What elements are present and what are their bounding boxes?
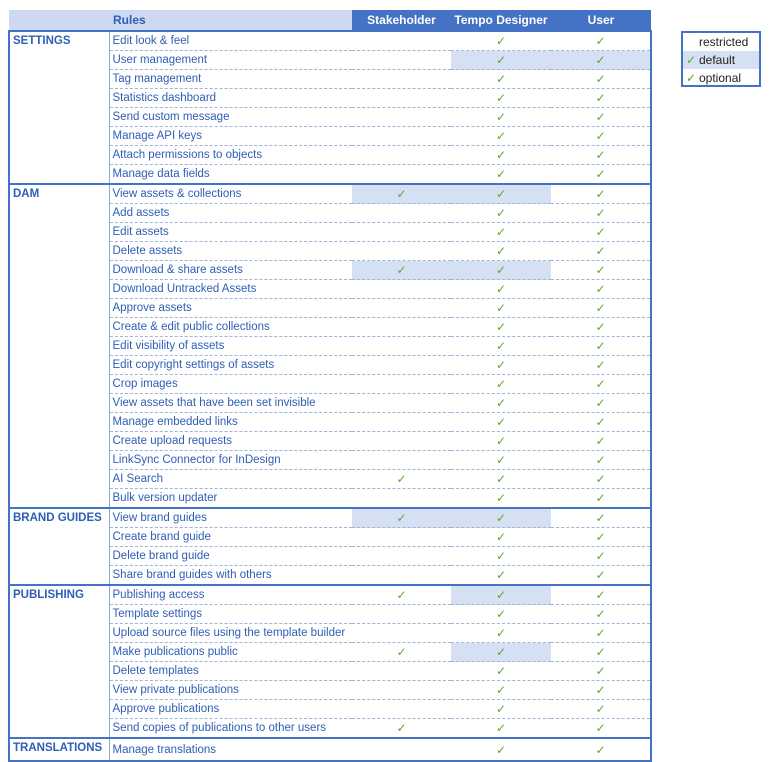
- rule-label: Delete assets: [109, 242, 352, 261]
- stakeholder-cell: [352, 337, 451, 356]
- check-icon: ✓: [495, 453, 507, 467]
- check-icon: ✓: [495, 263, 507, 277]
- check-icon: ✓: [495, 320, 507, 334]
- check-icon: ✓: [595, 664, 606, 678]
- tempo-designer-cell: [451, 318, 551, 337]
- rule-label: User management: [109, 51, 352, 70]
- tempo-designer-cell: [451, 566, 551, 586]
- rule-label: Create upload requests: [109, 432, 352, 451]
- legend-default: [683, 51, 759, 69]
- user-cell: [551, 223, 651, 242]
- category-header: [9, 10, 109, 31]
- check-icon: ✓: [495, 472, 507, 486]
- table-row: [9, 738, 651, 761]
- stakeholder-cell: [352, 261, 451, 280]
- check-icon: ✓: [595, 53, 606, 67]
- user-cell: [551, 51, 651, 70]
- check-icon: ✓: [495, 607, 507, 621]
- stakeholder-cell: [352, 356, 451, 375]
- tempo-designer-cell: [451, 624, 551, 643]
- legend-optional: [683, 69, 759, 87]
- user-cell: [551, 127, 651, 146]
- stakeholder-cell: [352, 108, 451, 127]
- check-icon: ✓: [396, 263, 407, 277]
- check-icon: ✓: [495, 339, 507, 353]
- table-row: [9, 508, 651, 528]
- table-row: [9, 184, 651, 204]
- check-icon: ✓: [595, 187, 606, 201]
- rule-label: Approve publications: [109, 700, 352, 719]
- tempo-designer-cell: [451, 261, 551, 280]
- stakeholder-cell: [352, 451, 451, 470]
- check-icon: ✓: [595, 434, 606, 448]
- stakeholder-cell: [352, 31, 451, 51]
- check-icon: ✓: [495, 244, 507, 258]
- user-header: User: [551, 10, 651, 31]
- rule-label: Send custom message: [109, 108, 352, 127]
- rule-label: Upload source files using the template builder: [109, 624, 352, 643]
- user-cell: [551, 70, 651, 89]
- stakeholder-cell: [352, 585, 451, 605]
- user-cell: [551, 489, 651, 509]
- user-cell: [551, 432, 651, 451]
- stakeholder-cell: [352, 204, 451, 223]
- stakeholder-cell: [352, 681, 451, 700]
- check-icon: ✓: [495, 110, 507, 124]
- stakeholder-header: Stakeholder: [352, 10, 451, 31]
- tempo-designer-cell: [451, 146, 551, 165]
- check-icon: ✓: [595, 607, 606, 621]
- user-cell: [551, 662, 651, 681]
- check-icon: ✓: [595, 377, 606, 391]
- tempo-designer-cell: [451, 127, 551, 146]
- tempo-designer-cell: [451, 681, 551, 700]
- table-row: [9, 31, 651, 51]
- check-icon: ✓: [595, 683, 606, 697]
- tempo-designer-cell: [451, 337, 551, 356]
- check-icon: ✓: [595, 282, 606, 296]
- tempo-designer-cell: [451, 451, 551, 470]
- user-cell: [551, 89, 651, 108]
- rule-label: Edit look & feel: [109, 31, 352, 51]
- stakeholder-cell: [352, 738, 451, 761]
- check-icon: ✓: [495, 742, 507, 757]
- rule-label: Manage data fields: [109, 165, 352, 185]
- rule-label: Delete brand guide: [109, 547, 352, 566]
- tempo-designer-cell: [451, 394, 551, 413]
- tempo-designer-cell: [451, 223, 551, 242]
- user-cell: [551, 566, 651, 586]
- table-body: [9, 31, 651, 761]
- section-name: BRAND GUIDES: [9, 508, 109, 585]
- rules-header: Rules: [109, 10, 352, 31]
- section-name: TRANSLATIONS: [9, 738, 109, 761]
- rule-label: Send copies of publications to other users: [109, 719, 352, 739]
- rule-label: Statistics dashboard: [109, 89, 352, 108]
- user-cell: [551, 413, 651, 432]
- legend-default-label: default: [699, 53, 736, 67]
- stakeholder-cell: [352, 299, 451, 318]
- check-icon: ✓: [396, 187, 407, 201]
- rule-label: Create brand guide: [109, 528, 352, 547]
- check-icon: ✓: [595, 742, 606, 757]
- check-icon: ✓: [595, 645, 606, 659]
- check-icon: ✓: [396, 511, 407, 525]
- user-cell: [551, 299, 651, 318]
- check-icon: ✓: [495, 358, 507, 372]
- rule-label: Share brand guides with others: [109, 566, 352, 586]
- rule-label: View assets that have been set invisible: [109, 394, 352, 413]
- check-icon: ✓: [595, 530, 606, 544]
- rule-label: Manage embedded links: [109, 413, 352, 432]
- check-icon: ✓: [595, 358, 606, 372]
- rule-label: Download & share assets: [109, 261, 352, 280]
- user-cell: [551, 204, 651, 223]
- check-icon: ✓: [495, 187, 507, 201]
- check-icon: ✓: [595, 549, 606, 563]
- stakeholder-cell: [352, 413, 451, 432]
- check-icon: ✓: [595, 396, 606, 410]
- tempo-designer-cell: [451, 51, 551, 70]
- tempo-designer-cell: [451, 413, 551, 432]
- table-header-row: [9, 10, 651, 31]
- user-cell: [551, 643, 651, 662]
- tempo-designer-cell: [451, 508, 551, 528]
- check-icon: ✓: [595, 588, 606, 602]
- check-icon: ✓: [495, 721, 507, 735]
- rule-label: Template settings: [109, 605, 352, 624]
- user-cell: [551, 356, 651, 375]
- user-cell: [551, 508, 651, 528]
- tempo-designer-cell: [451, 356, 551, 375]
- user-cell: [551, 738, 651, 761]
- check-icon: ✓: [595, 453, 606, 467]
- rule-label: Create & edit public collections: [109, 318, 352, 337]
- stakeholder-cell: [352, 700, 451, 719]
- user-cell: [551, 719, 651, 739]
- tempo-designer-cell: [451, 299, 551, 318]
- section-name: DAM: [9, 184, 109, 508]
- rule-label: Approve assets: [109, 299, 352, 318]
- stakeholder-cell: [352, 528, 451, 547]
- check-icon: ✓: [595, 702, 606, 716]
- legend: [681, 31, 761, 87]
- stakeholder-cell: [352, 51, 451, 70]
- check-icon: ✓: [495, 206, 507, 220]
- tempo-designer-cell: [451, 108, 551, 127]
- stakeholder-cell: [352, 394, 451, 413]
- check-icon: ✓: [595, 263, 606, 277]
- rule-label: LinkSync Connector for InDesign: [109, 451, 352, 470]
- user-cell: [551, 337, 651, 356]
- stakeholder-cell: [352, 375, 451, 394]
- check-icon: ✓: [595, 415, 606, 429]
- section-name: PUBLISHING: [9, 585, 109, 738]
- rule-label: Edit assets: [109, 223, 352, 242]
- tempo-designer-cell: [451, 280, 551, 299]
- stakeholder-cell: [352, 223, 451, 242]
- user-cell: [551, 108, 651, 127]
- user-cell: [551, 451, 651, 470]
- check-icon: ✓: [495, 396, 507, 410]
- user-cell: [551, 605, 651, 624]
- check-icon: ✓: [495, 415, 507, 429]
- rule-label: Crop images: [109, 375, 352, 394]
- check-icon: ✓: [595, 472, 606, 486]
- tempo-designer-cell: [451, 204, 551, 223]
- tempo-designer-cell: [451, 528, 551, 547]
- rule-label: Manage translations: [109, 738, 352, 761]
- rule-label: View brand guides: [109, 508, 352, 528]
- stakeholder-cell: [352, 432, 451, 451]
- tempo-designer-cell: [451, 738, 551, 761]
- check-icon: ✓: [495, 664, 507, 678]
- rule-label: Tag management: [109, 70, 352, 89]
- tempo-designer-cell: [451, 165, 551, 185]
- check-icon: ✓: [495, 434, 507, 448]
- check-icon: ✓: [396, 721, 407, 735]
- check-icon: ✓: [495, 167, 507, 181]
- stakeholder-cell: [352, 242, 451, 261]
- user-cell: [551, 700, 651, 719]
- check-icon: ✓: [595, 225, 606, 239]
- user-cell: [551, 585, 651, 605]
- stakeholder-cell: [352, 127, 451, 146]
- tempo-designer-cell: [451, 432, 551, 451]
- tempo-designer-cell: [451, 242, 551, 261]
- legend-optional-label: optional: [699, 71, 742, 85]
- check-icon: ✓: [495, 530, 507, 544]
- check-icon: ✓: [495, 301, 507, 315]
- rule-label: Attach permissions to objects: [109, 146, 352, 165]
- check-icon: ✓: [495, 34, 507, 48]
- tempo-designer-cell: [451, 662, 551, 681]
- tempo-designer-cell: [451, 70, 551, 89]
- permissions-table: [8, 10, 652, 762]
- check-icon: ✓: [595, 721, 606, 735]
- stakeholder-cell: [352, 643, 451, 662]
- check-icon: ✓: [595, 511, 606, 525]
- check-icon: ✓: [495, 683, 507, 697]
- tempo-designer-cell: [451, 31, 551, 51]
- tempo-designer-cell: [451, 547, 551, 566]
- tempo-designer-cell: [451, 719, 551, 739]
- check-icon: ✓: [595, 244, 606, 258]
- stakeholder-cell: [352, 624, 451, 643]
- user-cell: [551, 261, 651, 280]
- check-icon: ✓: [595, 110, 606, 124]
- table-row: [9, 585, 651, 605]
- user-cell: [551, 528, 651, 547]
- rule-label: Edit visibility of assets: [109, 337, 352, 356]
- user-cell: [551, 624, 651, 643]
- rule-label: Bulk version updater: [109, 489, 352, 509]
- check-icon: ✓: [595, 320, 606, 334]
- check-icon: ✓: [495, 702, 507, 716]
- tempo-designer-cell: [451, 470, 551, 489]
- check-icon: ✓: [396, 588, 407, 602]
- stakeholder-cell: [352, 318, 451, 337]
- check-icon: ✓: [595, 301, 606, 315]
- check-icon: ✓: [495, 491, 507, 505]
- user-cell: [551, 470, 651, 489]
- stakeholder-cell: [352, 719, 451, 739]
- check-icon: ✓: [595, 206, 606, 220]
- stakeholder-cell: [352, 165, 451, 185]
- check-icon: ✓: [495, 511, 507, 525]
- check-icon: ✓: [396, 472, 407, 486]
- check-icon: ✓: [495, 568, 507, 582]
- rule-label: View assets & collections: [109, 184, 352, 204]
- check-icon: ✓: [595, 167, 606, 181]
- check-icon: ✓: [495, 549, 507, 563]
- check-icon: ✓: [495, 626, 507, 640]
- stakeholder-cell: [352, 184, 451, 204]
- user-cell: [551, 165, 651, 185]
- check-icon: ✓: [495, 282, 507, 296]
- legend-restricted-label: restricted: [699, 35, 749, 49]
- check-icon: ✓: [595, 626, 606, 640]
- stakeholder-cell: [352, 547, 451, 566]
- check-icon: ✓: [495, 91, 507, 105]
- check-icon: ✓: [595, 91, 606, 105]
- check-icon: ✓: [595, 148, 606, 162]
- stakeholder-cell: [352, 89, 451, 108]
- user-cell: [551, 184, 651, 204]
- check-icon: ✓: [495, 377, 507, 391]
- check-icon: ✓: [495, 53, 507, 67]
- check-icon: ✓: [495, 148, 507, 162]
- check-icon: ✓: [686, 53, 697, 67]
- tempo-designer-cell: [451, 184, 551, 204]
- rule-label: View private publications: [109, 681, 352, 700]
- tempo-designer-cell: [451, 700, 551, 719]
- rule-label: Publishing access: [109, 585, 352, 605]
- tempo-designer-cell: [451, 489, 551, 509]
- user-cell: [551, 280, 651, 299]
- check-icon: ✓: [595, 72, 606, 86]
- tempo-designer-cell: [451, 643, 551, 662]
- user-cell: [551, 681, 651, 700]
- check-icon: ✓: [686, 71, 697, 85]
- section-name: SETTINGS: [9, 31, 109, 184]
- check-icon: ✓: [495, 225, 507, 239]
- check-icon: ✓: [595, 568, 606, 582]
- tempo-designer-header: Tempo Designer: [451, 10, 551, 31]
- rule-label: AI Search: [109, 470, 352, 489]
- legend-restricted: [683, 33, 759, 51]
- rule-label: Download Untracked Assets: [109, 280, 352, 299]
- tempo-designer-cell: [451, 89, 551, 108]
- stakeholder-cell: [352, 566, 451, 586]
- tempo-designer-cell: [451, 605, 551, 624]
- stakeholder-cell: [352, 662, 451, 681]
- stakeholder-cell: [352, 605, 451, 624]
- check-icon: ✓: [595, 491, 606, 505]
- stakeholder-cell: [352, 146, 451, 165]
- check-icon: ✓: [595, 34, 606, 48]
- check-icon: ✓: [595, 129, 606, 143]
- check-icon: ✓: [495, 129, 507, 143]
- user-cell: [551, 146, 651, 165]
- check-icon: ✓: [495, 72, 507, 86]
- rule-label: Add assets: [109, 204, 352, 223]
- check-icon: ✓: [396, 645, 407, 659]
- check-icon: ✓: [495, 588, 507, 602]
- stakeholder-cell: [352, 280, 451, 299]
- check-icon: ✓: [495, 645, 507, 659]
- rule-label: Delete templates: [109, 662, 352, 681]
- rule-label: Make publications public: [109, 643, 352, 662]
- user-cell: [551, 547, 651, 566]
- rule-label: Manage API keys: [109, 127, 352, 146]
- tempo-designer-cell: [451, 585, 551, 605]
- stakeholder-cell: [352, 470, 451, 489]
- user-cell: [551, 318, 651, 337]
- stakeholder-cell: [352, 70, 451, 89]
- user-cell: [551, 242, 651, 261]
- stakeholder-cell: [352, 489, 451, 509]
- user-cell: [551, 375, 651, 394]
- user-cell: [551, 394, 651, 413]
- tempo-designer-cell: [451, 375, 551, 394]
- rule-label: Edit copyright settings of assets: [109, 356, 352, 375]
- check-icon: ✓: [595, 339, 606, 353]
- stakeholder-cell: [352, 508, 451, 528]
- user-cell: [551, 31, 651, 51]
